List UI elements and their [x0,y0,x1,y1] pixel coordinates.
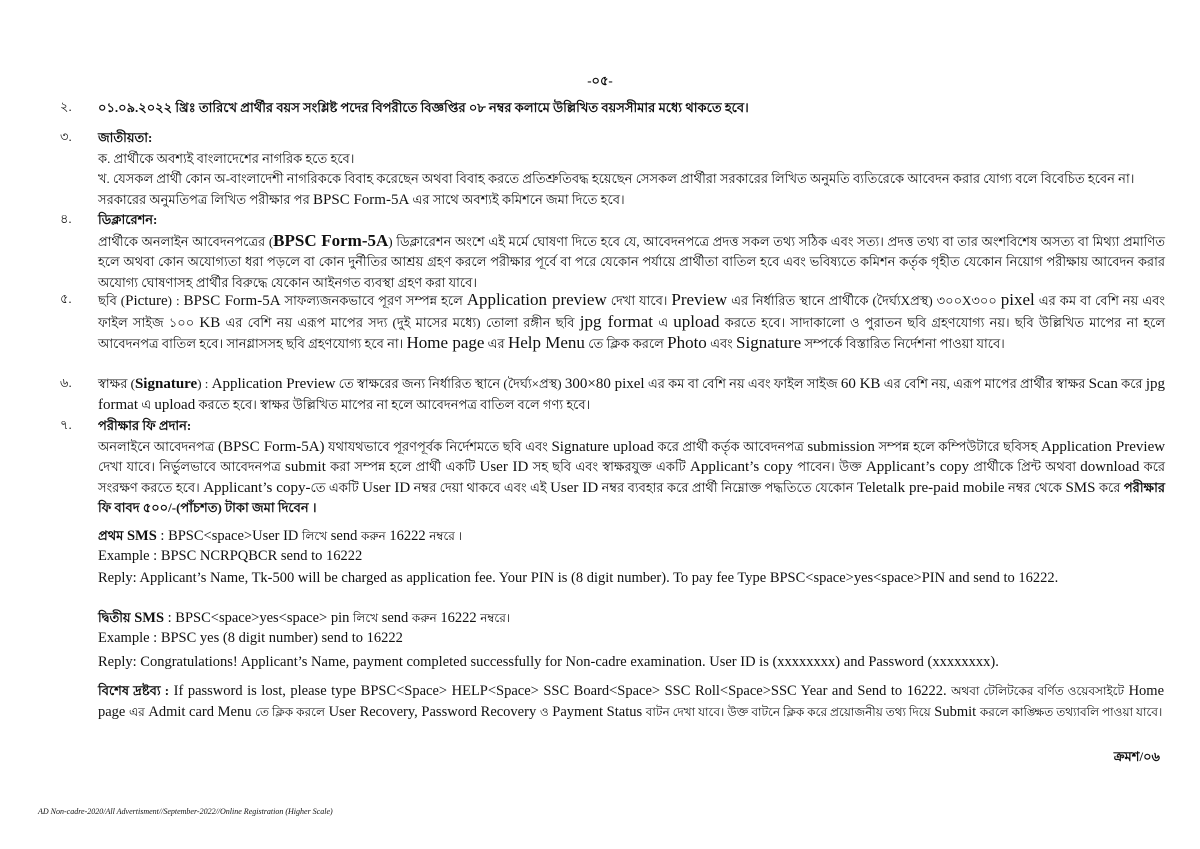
signature-t-j: Scan [1088,376,1118,392]
picture-t-s: এর [487,336,505,351]
picture-t-f: Application preview [466,290,607,309]
picture-t-d: BPSC Form-5A [183,293,281,309]
picture-t-v: Photo [667,333,707,352]
fee-t-ab: SMS [1065,479,1096,496]
item-picture [60,290,1165,355]
fee-t-e: করে প্রার্থী কর্তৃক আবেদনপত্র [657,438,804,454]
special-t-k: Submit [934,704,977,720]
picture-t-l: KB [199,314,221,331]
picture-t-g: দেখা যাবে। [610,293,668,308]
sms-second-num: 16222 [440,610,477,626]
sms-reply-2: Reply: Congratulations! Applicant’s Name, payment completed successfully for Non-cadre examination. User ID is (xxxxxxxx) and Password (xxxxxxxx). [98,654,999,670]
special-t-g: User Recovery, Password Recovery [328,704,537,720]
sms-second-label: দ্বিতীয় [98,610,131,625]
special-t-i: Payment Status [552,704,643,720]
fee-t-c: যথাযথভাবে পূরণপূর্বক নির্দেশমতে ছবি এবং [328,438,548,454]
fee-t-i: দেখা যাবে। নির্ভুলভাবে আবেদনপত্র [98,459,281,474]
sms-first-end: নম্বরে । [429,529,463,543]
picture-t-u: তে ক্লিক করলে [588,336,664,351]
fee-t-d: Signature upload [551,438,654,455]
item-number: ৪. [60,211,72,226]
fee-t-k: করা সম্পন্ন হলে প্রার্থী একটি [330,459,476,474]
sms-second-end: নম্বরে। [480,611,511,625]
signature-t-d: Application Preview [211,376,336,392]
item-number: ৩. [60,129,72,144]
picture-t-k: এর কম বা বেশি নয় এবং ফাইল সাইজ ১০০ [98,293,1165,330]
fee-t-q: প্রার্থীকে প্রিন্ট অথবা [973,459,1076,474]
picture-t-j: pixel [1000,290,1035,309]
fee-t-v: User ID [362,479,411,496]
item-number: ৬. [60,375,72,390]
fee-t-a: অনলাইনে আবেদনপত্র [98,438,215,454]
signature-t-m: এ [141,396,152,412]
fee-heading: পরীক্ষার ফি প্রদান: [98,418,192,433]
fee-t-l: User ID [479,459,529,475]
sms-second-bn: লিখে [353,611,379,625]
item-number: ৫. [60,291,72,306]
special-t-l: করলে কাঙ্ক্ষিত তথ্যাবলি পাওয়া যাবে। [979,705,1163,719]
sms-first-bn: লিখে [302,529,328,543]
nationality-line-kha: খ. যেসকল প্রার্থী কোন অ-বাংলাদেশী নাগরিককে বিবাহ করেছেন অথবা বিবাহ করতে প্রতিশ্রুতিবদ্ধ হয়েছেন সেসকল প্রার্থীরা সরকারের লিখিত অনুমতি ব্যতিরেকে আবেদন করার যোগ্য বলে বিবেচিত হবেন না। [98,171,1135,186]
sms-example-2: Example : BPSC yes (8 digit number) send to 16222 [98,630,403,646]
picture-t-o: এ [658,314,669,330]
fee-t-x: User ID [550,479,599,496]
fee-t-o: পাবেন। উক্ত [797,459,862,474]
special-note [98,680,1164,723]
special-t-a: If password is lost, please type BPSC<Space> HELP<Space> SSC Board<Space> SSC Roll<Space>SSC Year and Send to 16222. [173,683,947,699]
picture-t-y: সম্পর্কে বিস্তারিত নির্দেশনা পাওয়া যাবে। [804,336,1005,351]
signature-t-i: এর বেশি নয়, এরূপ মাপের প্রার্থীর স্বাক্ষর [883,376,1086,391]
declaration-text-2: ) ডিক্লারেশন অংশে এই মর্মে ঘোষণা দিতে হবে যে, আবেদনপত্রে প্রদত্ত সকল তথ্য সঠিক এবং সত্য। প্রদত্ত তথ্য বা তার অংশবিশেষ অসত্য বা মিথ্যা প্রমাণিত হলে অথবা কোন অযোগ্যতা ধরা পড়লে বা কোন দুর্নীতির আশ্রয় গ্রহণ করলে পরীক্ষার পূর্বে বা পরে যেকোন পর্যায়ে প্রার্থীতা বাতিল হবে এবং ভবিষ্যতে কমিশন কর্তৃক গৃহীত যেকোন নিয়োগ পরীক্ষায় আবেদন করার অযোগ্য ঘোষণাসহ প্রার্থীর বিরুদ্ধে যেকোন আইনগত ব্যবস্থা গ্রহণ করা যাবে। [98,233,1166,290]
special-t-h: ও [539,705,549,719]
item-exam-fee [60,416,1165,519]
age-limit-text: ০১.০৯.২০২২ খ্রিঃ তারিখে প্রার্থীর বয়স সংশ্লিষ্ট পদের বিপরীতে বিজ্ঞপ্তির ০৮ নম্বর কলামে উল্লিখিত বয়সসীমার মধ্যে থাকতে হবে। [98,100,749,115]
fee-t-aa: নম্বর থেকে [1008,479,1063,495]
picture-t-m: এর বেশি নয় এরূপ মাপের সদ্য (দুই মাসের মধ্যে) তোলা রঙ্গীন ছবি [225,314,575,330]
fee-t-r: download [1080,459,1140,475]
signature-t-n: upload [154,396,196,413]
signature-t-b: Signature [134,376,198,392]
declaration-heading: ডিক্লারেশন: [98,212,158,227]
picture-t-w: এবং [710,336,733,351]
signature-t-h: 60 KB [840,376,881,392]
item-declaration [60,210,1165,293]
sms-first-sms: SMS [126,528,157,544]
sms-second-sms: SMS [134,610,165,626]
signature-t-c: ) : [197,376,209,391]
sms-first-num: 16222 [389,528,426,544]
signature-t-e: তে স্বাক্ষরের জন্য নির্ধারিত স্থানে (দৈর্ঘ্য×প্রস্থ) [338,376,562,391]
picture-t-n: jpg format [579,311,653,331]
picture-t-a: ছবি ( [98,293,126,308]
sms-example-1: Example : BPSC NCRPQBCR send to 16222 [98,548,363,564]
special-t-e: Admit card Menu [148,704,252,720]
footer-reference: AD Non-cadre-2020/All Advertisment//September-2022//Online Registration (Higher Scale) [38,807,333,816]
fee-t-p: Applicant’s copy [865,459,970,475]
fee-t-h: Application Preview [1041,438,1166,455]
fee-amount-text: পরীক্ষার ফি বাবদ ৫০০/-(পাঁচশত) টাকা জমা দিবেন । [98,479,1166,515]
sms-first-text: : BPSC<space>User ID [160,528,299,544]
special-note-label: বিশেষ দ্রষ্টব্য : [98,683,170,698]
item-number: ২. [60,99,72,114]
sms-first [98,526,1164,546]
special-t-j: বাটন দেখা যাবে। উক্ত বাটনে ক্লিক করে প্রয়োজনীয় তথ্য দিয়ে [645,705,931,719]
fee-t-f: submission [807,438,875,455]
picture-t-t: Help Menu [507,333,585,352]
signature-t-k: করে [1121,376,1143,391]
fee-t-g: সম্পন্ন হলে কম্পিউটারে ছবিসহ [878,438,1038,454]
signature-t-o: করতে হবে। স্বাক্ষর উল্লিখিত মাপের না হলে আবেদনপত্র বাতিল বলে গণ্য হবে। [198,396,591,412]
item-signature [60,374,1165,415]
fee-t-b: (BPSC Form-5A) [217,438,325,455]
nationality-heading: জাতীয়তা: [98,130,153,145]
item-number: ৭. [60,417,72,432]
fee-t-w: নম্বর দেয়া থাকবে এবং এই [413,479,547,495]
nationality-line3a: সরকারের অনুমতিপত্র লিখিত পরীক্ষার পর [98,191,310,207]
special-t-c: Home page [98,683,1165,720]
sms-second-send: send [381,610,409,626]
fee-t-u: তে একটি [310,479,359,495]
fee-t-y: নম্বর ব্যবহার করে প্রার্থী নিম্নোক্ত পদ্ধতিতে যেকোন [601,479,854,495]
picture-t-x: Signature [736,333,802,352]
fee-t-ac: করে [1098,479,1121,495]
declaration-form-ref: BPSC Form-5A [273,230,389,250]
item-nationality [60,128,1165,210]
picture-t-q: করতে হবে। সাদাকালো ও পুরাতন ছবি গ্রহণযোগ্য নয়। ছবি উল্লিখিত মাপের না হলে আবেদনপত্র বাতিল হবে। সানগ্লাসসহ ছবি গ্রহণযোগ্য হবে না। [98,314,1166,351]
signature-t-l: jpg format [98,376,1166,413]
continued-marker: ক্রমশ/০৬ [1113,749,1160,764]
sms-second-text: : BPSC<space>yes<space> pin [167,610,350,626]
nationality-line3c: এর সাথে অবশ্যই কমিশনে জমা দিতে হবে। [412,191,625,207]
picture-t-c: ) : [167,293,180,308]
fee-t-t: Applicant’s copy- [203,479,311,496]
picture-t-e: সাফল্যজনকভাবে পূরণ সম্পন্ন হলে [284,293,463,308]
nationality-form-ref: BPSC Form-5A [313,191,410,208]
fee-t-z: Teletalk pre-paid mobile [856,479,1005,496]
picture-t-i: এর নির্ধারিত স্থানে প্রার্থীকে (দৈর্ঘ্যXপ্রস্থ) ৩০০X৩০০ [731,293,997,308]
special-t-f: তে ক্লিক করলে [255,705,325,719]
sms-first-bn2: করুন [360,529,386,543]
item-age-limit [60,98,1165,119]
special-t-b: অথবা টেলিটকের বর্ণিত ওয়েবসাইটে [951,684,1125,698]
picture-t-b: Picture [125,293,168,309]
signature-t-f: 300×80 pixel [564,376,645,392]
sms-first-send: send [330,528,358,544]
fee-t-n: Applicant’s copy [690,459,794,475]
picture-t-p: upload [673,311,720,331]
nationality-line-ka: ক. প্রার্থীকে অবশ্যই বাংলাদেশের নাগরিক হতে হবে। [98,150,355,166]
declaration-text-1: প্রার্থীকে অনলাইন আবেদনপত্রের ( [98,233,274,249]
fee-t-s: করে সংরক্ষণ করতে হবে। [98,459,1166,495]
special-t-d: এর [129,705,145,719]
sms-second-bn2: করুন [411,611,437,625]
sms-second [98,608,1164,628]
signature-t-a: স্বাক্ষর ( [98,376,135,391]
picture-t-r: Home page [406,333,485,352]
sms-first-label: প্রথম [98,528,124,543]
fee-t-m: সহ ছবি এবং স্বাক্ষরযুক্ত একটি [532,459,686,474]
picture-t-h: Preview [671,290,728,309]
sms-reply-1: Reply: Applicant’s Name, Tk-500 will be charged as application fee. Your PIN is (8 digit number). To pay fee Type BPSC<space>yes<space>PIN and send to 16222. [98,570,1059,586]
fee-t-j: submit [285,459,326,475]
signature-t-g: এর কম বা বেশি নয় এবং ফাইল সাইজ [647,376,838,391]
page-number: -০৫- [587,73,613,88]
